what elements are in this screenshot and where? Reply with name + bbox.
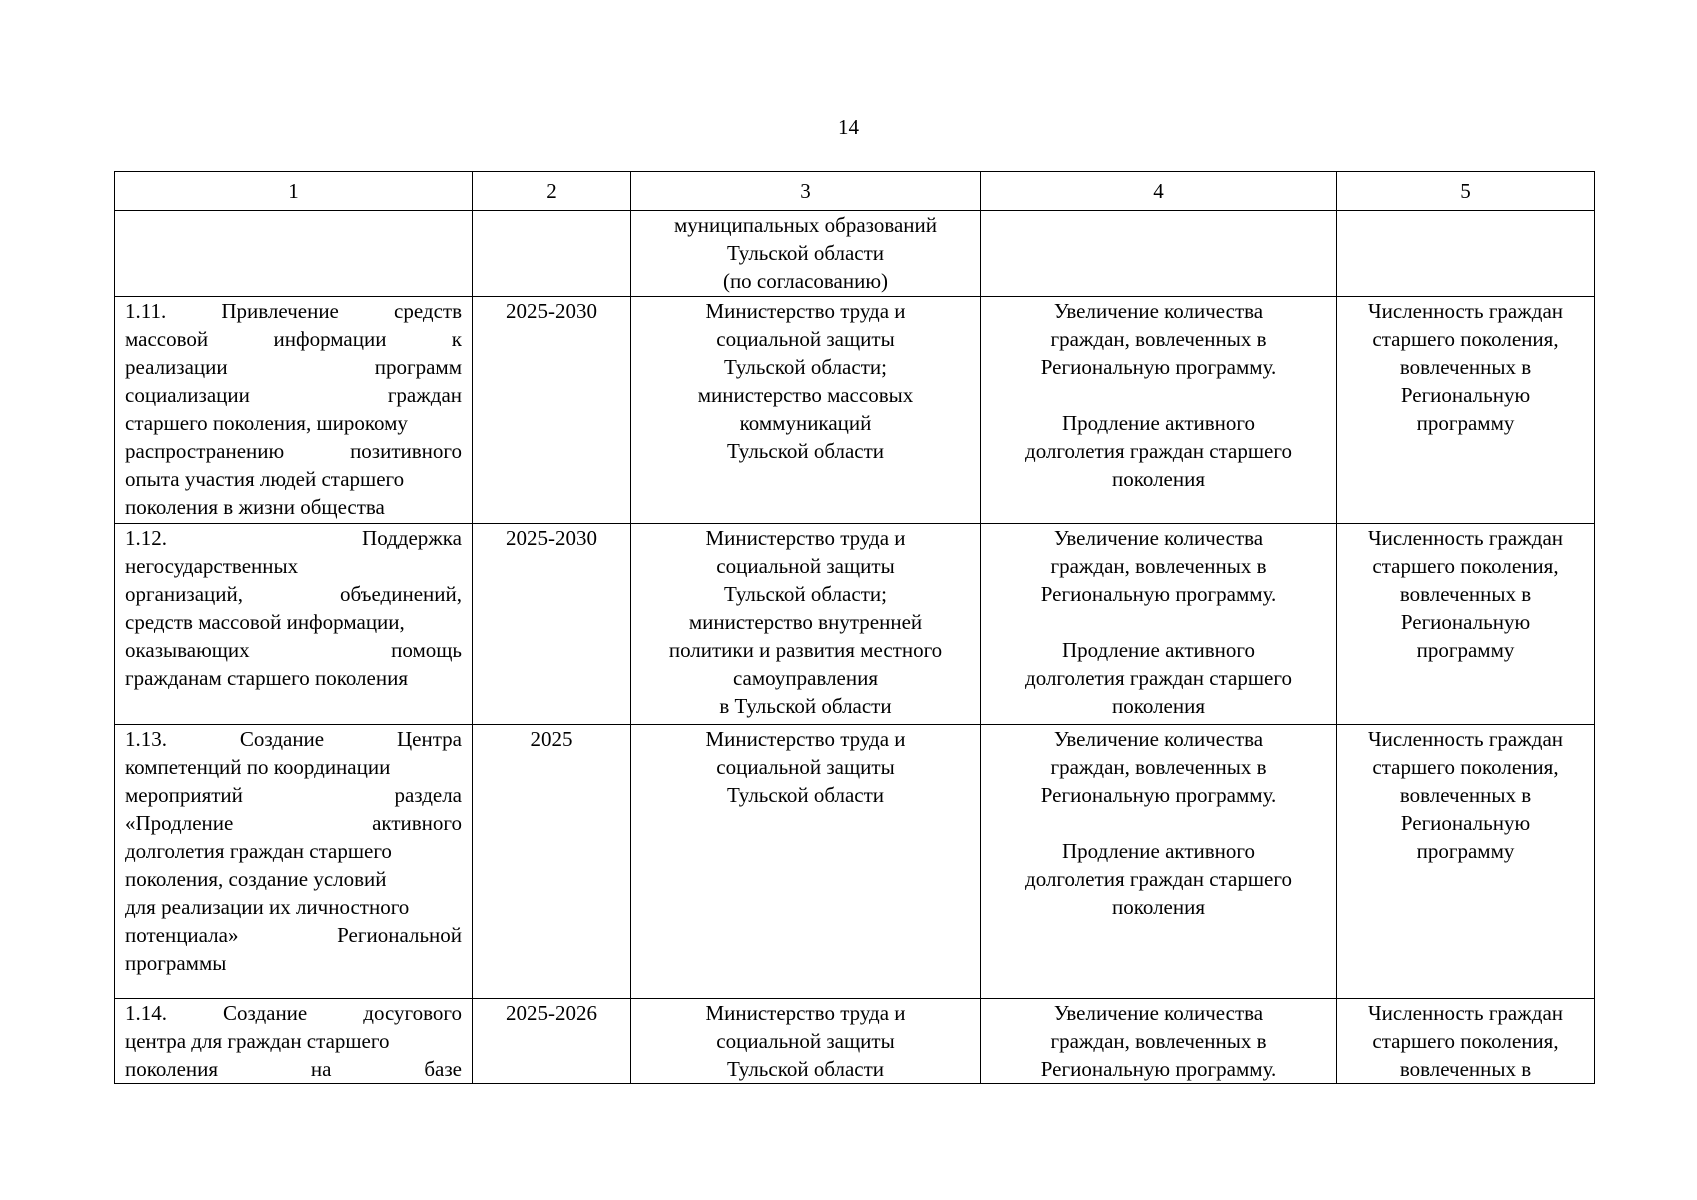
cell-line [125,608,462,636]
cell-word: долголетия граждан старшего [125,839,392,863]
cell-line: Тульской области; [724,582,887,606]
cell-word: базе [424,1057,462,1081]
cell-line: Тульской области; [724,355,887,379]
cell-line: коммуникаций [739,411,872,435]
cell-word: досугового [363,1001,462,1025]
cell-line [125,636,462,664]
cell-line [125,325,462,353]
cell-word: Создание [223,1001,308,1025]
cell-result [981,297,1337,524]
cell-line: в Тульской области [719,694,892,718]
cell-word: поколения [125,1057,219,1081]
cell-line [125,437,462,465]
cell-line: поколения [1111,895,1206,919]
table-row [115,725,1595,999]
cell-measure [115,999,473,1084]
cell-line: Численность граждан [1367,526,1564,550]
cell-executor [631,211,981,297]
cell-period: 2025-2030 [473,524,631,725]
cell-line: Численность граждан [1367,299,1564,323]
cell-line: Увеличение количества [1053,1001,1264,1025]
cell-line: граждан, вовлеченных в [1050,1029,1267,1053]
cell-line: граждан, вовлеченных в [1050,327,1267,351]
cell-period: 2025 [473,725,631,999]
cell-line [125,465,462,493]
cell-line: старшего поколения, [1372,755,1559,779]
cell-line: программу [1416,411,1515,435]
table-row [115,297,1595,524]
cell-result [981,999,1337,1084]
blank-line [991,809,1326,837]
cell-line: старшего поколения, [1372,1029,1559,1053]
cell-line: вовлеченных в [1399,783,1532,807]
cell-period: 2025-2030 [473,297,631,524]
cell-indicator [1337,999,1595,1084]
cell-word: старшего поколения, широкому [125,411,408,435]
cell-line: социальной защиты [716,554,895,578]
cell-line: Продление активного [1062,839,1255,863]
cell-executor [631,524,981,725]
cell-line: Министерство труда и [705,299,906,323]
cell-word: реализации [125,355,228,379]
cell-line [125,921,462,949]
cell-result [981,725,1337,999]
header-cell-4: 4 [981,172,1337,211]
cell-line: Продление активного [1062,411,1255,435]
table-header-row [115,172,1595,211]
blank-line [991,608,1326,636]
cell-line: самоуправления [732,666,879,690]
cell-line: политики и развития местного [668,638,943,662]
cell-word: раздела [394,783,462,807]
cell-line: министерство внутренней [688,610,923,634]
cell-result [981,524,1337,725]
cell-word: объединений, [339,582,462,606]
cell-word: Поддержка [362,526,462,550]
cell-line: программу [1416,839,1515,863]
cell-period [473,211,631,297]
cell-line [125,552,462,580]
cell-executor [631,725,981,999]
cell-line: Численность граждан [1367,1001,1564,1025]
cell-measure [115,725,473,999]
blank-line [991,381,1326,409]
cell-word: активного [372,811,462,835]
cell-line: Министерство труда и [705,727,906,751]
table-row [115,999,1595,1084]
cell-line: Тульской области [726,241,885,265]
cell-word: опыта участия людей старшего [125,467,405,491]
cell-word: Региональной [337,923,462,947]
cell-measure [115,297,473,524]
cell-line: социальной защиты [716,1029,895,1053]
cell-word: поколения, создание условий [125,867,387,891]
measures-table [114,171,1595,1084]
cell-line: Продление активного [1062,638,1255,662]
cell-word: к [451,327,462,351]
cell-line: граждан, вовлеченных в [1050,755,1267,779]
cell-word: мероприятий [125,783,243,807]
cell-line: поколения [1111,467,1206,491]
cell-word: организаций, [125,582,243,606]
cell-line: (по согласованию) [722,269,889,293]
cell-line [125,409,462,437]
cell-line [125,493,462,521]
cell-result [981,211,1337,297]
cell-line: социальной защиты [716,327,895,351]
cell-word: негосударственных [125,554,299,578]
cell-line: Региональную программу. [1040,1057,1277,1081]
cell-line [125,837,462,865]
cell-line: долголетия граждан старшего [1025,439,1292,463]
cell-line [125,725,462,753]
cell-word: центра для граждан старшего [125,1029,390,1053]
cell-word: средств массовой информации, [125,610,405,634]
cell-line [125,893,462,921]
cell-line: Региональную [1400,811,1531,835]
table-row [115,524,1595,725]
cell-line: Министерство труда и [705,1001,906,1025]
header-cell-5: 5 [1337,172,1595,211]
cell-line: вовлеченных в [1399,1057,1532,1081]
cell-line: муниципальных образований [674,213,937,237]
cell-word: массовой [125,327,209,351]
cell-line: социальной защиты [716,755,895,779]
cell-word: оказывающих [125,638,250,662]
cell-line [125,865,462,893]
cell-word: «Продление [125,811,234,835]
cell-line: Региональную программу. [1040,783,1277,807]
cell-word: 1.13. [125,727,167,751]
cell-word: Создание [239,727,325,751]
cell-word: поколения в жизни общества [125,495,385,519]
cell-line: Увеличение количества [1053,299,1264,323]
cell-line: долголетия граждан старшего [1025,666,1292,690]
cell-line [125,664,462,692]
cell-measure [115,524,473,725]
cell-line [125,381,462,409]
cell-line [125,781,462,809]
cell-word: Центра [397,727,462,751]
cell-period: 2025-2026 [473,999,631,1084]
cell-line: Тульской области [726,439,885,463]
cell-line: Увеличение количества [1053,727,1264,751]
cell-indicator [1337,211,1595,297]
cell-line: Региональную программу. [1040,582,1277,606]
cell-line: Увеличение количества [1053,526,1264,550]
cell-line: программу [1416,638,1515,662]
cell-word: гражданам старшего поколения [125,666,408,690]
cell-line: министерство массовых [697,383,914,407]
cell-line: Тульской области [726,1057,885,1081]
cell-line [125,753,462,781]
cell-word: позитивного [350,439,462,463]
cell-line: поколения [1111,694,1206,718]
table-body [115,297,1595,1084]
cell-line [125,353,462,381]
cell-word: на [310,1057,332,1081]
cell-word: 1.11. [125,299,167,323]
table-row-continuation [115,211,1595,297]
cell-word: средств [394,299,462,323]
cell-word: информации [273,327,387,351]
cell-line: Министерство труда и [705,526,906,550]
cell-word: социализации [125,383,250,407]
cell-measure [115,211,473,297]
cell-line [125,999,462,1027]
cell-word: распространению [125,439,285,463]
cell-word: помощь [391,638,462,662]
header-cell-1: 1 [115,172,473,211]
cell-word: программы [125,951,227,975]
cell-line [125,580,462,608]
header-cell-2: 2 [473,172,631,211]
cell-line [125,297,462,325]
cell-line: старшего поколения, [1372,554,1559,578]
cell-line [125,809,462,837]
cell-line: вовлеченных в [1399,355,1532,379]
cell-line: Численность граждан [1367,727,1564,751]
cell-line: Региональную программу. [1040,355,1277,379]
cell-word: компетенций по координации [125,755,391,779]
cell-line [125,1027,462,1055]
cell-line: граждан, вовлеченных в [1050,554,1267,578]
cell-word: Привлечение [221,299,339,323]
cell-word: 1.12. [125,526,167,550]
cell-word: потенциала» [125,923,239,947]
cell-word: граждан [387,383,462,407]
cell-word: для реализации их личностного [125,895,410,919]
cell-word: 1.14. [125,1001,167,1025]
cell-line: Тульской области [726,783,885,807]
cell-line: вовлеченных в [1399,582,1532,606]
cell-line [125,949,462,977]
cell-line [125,1055,462,1083]
cell-executor [631,999,981,1084]
cell-word: программ [374,355,462,379]
cell-line: Региональную [1400,610,1531,634]
cell-line [125,524,462,552]
header-cell-3: 3 [631,172,981,211]
cell-executor [631,297,981,524]
cell-line: старшего поколения, [1372,327,1559,351]
cell-line: долголетия граждан старшего [1025,867,1292,891]
cell-indicator [1337,297,1595,524]
cell-line: Региональную [1400,383,1531,407]
cell-indicator [1337,524,1595,725]
cell-indicator [1337,725,1595,999]
page-number: 14 [838,115,859,139]
